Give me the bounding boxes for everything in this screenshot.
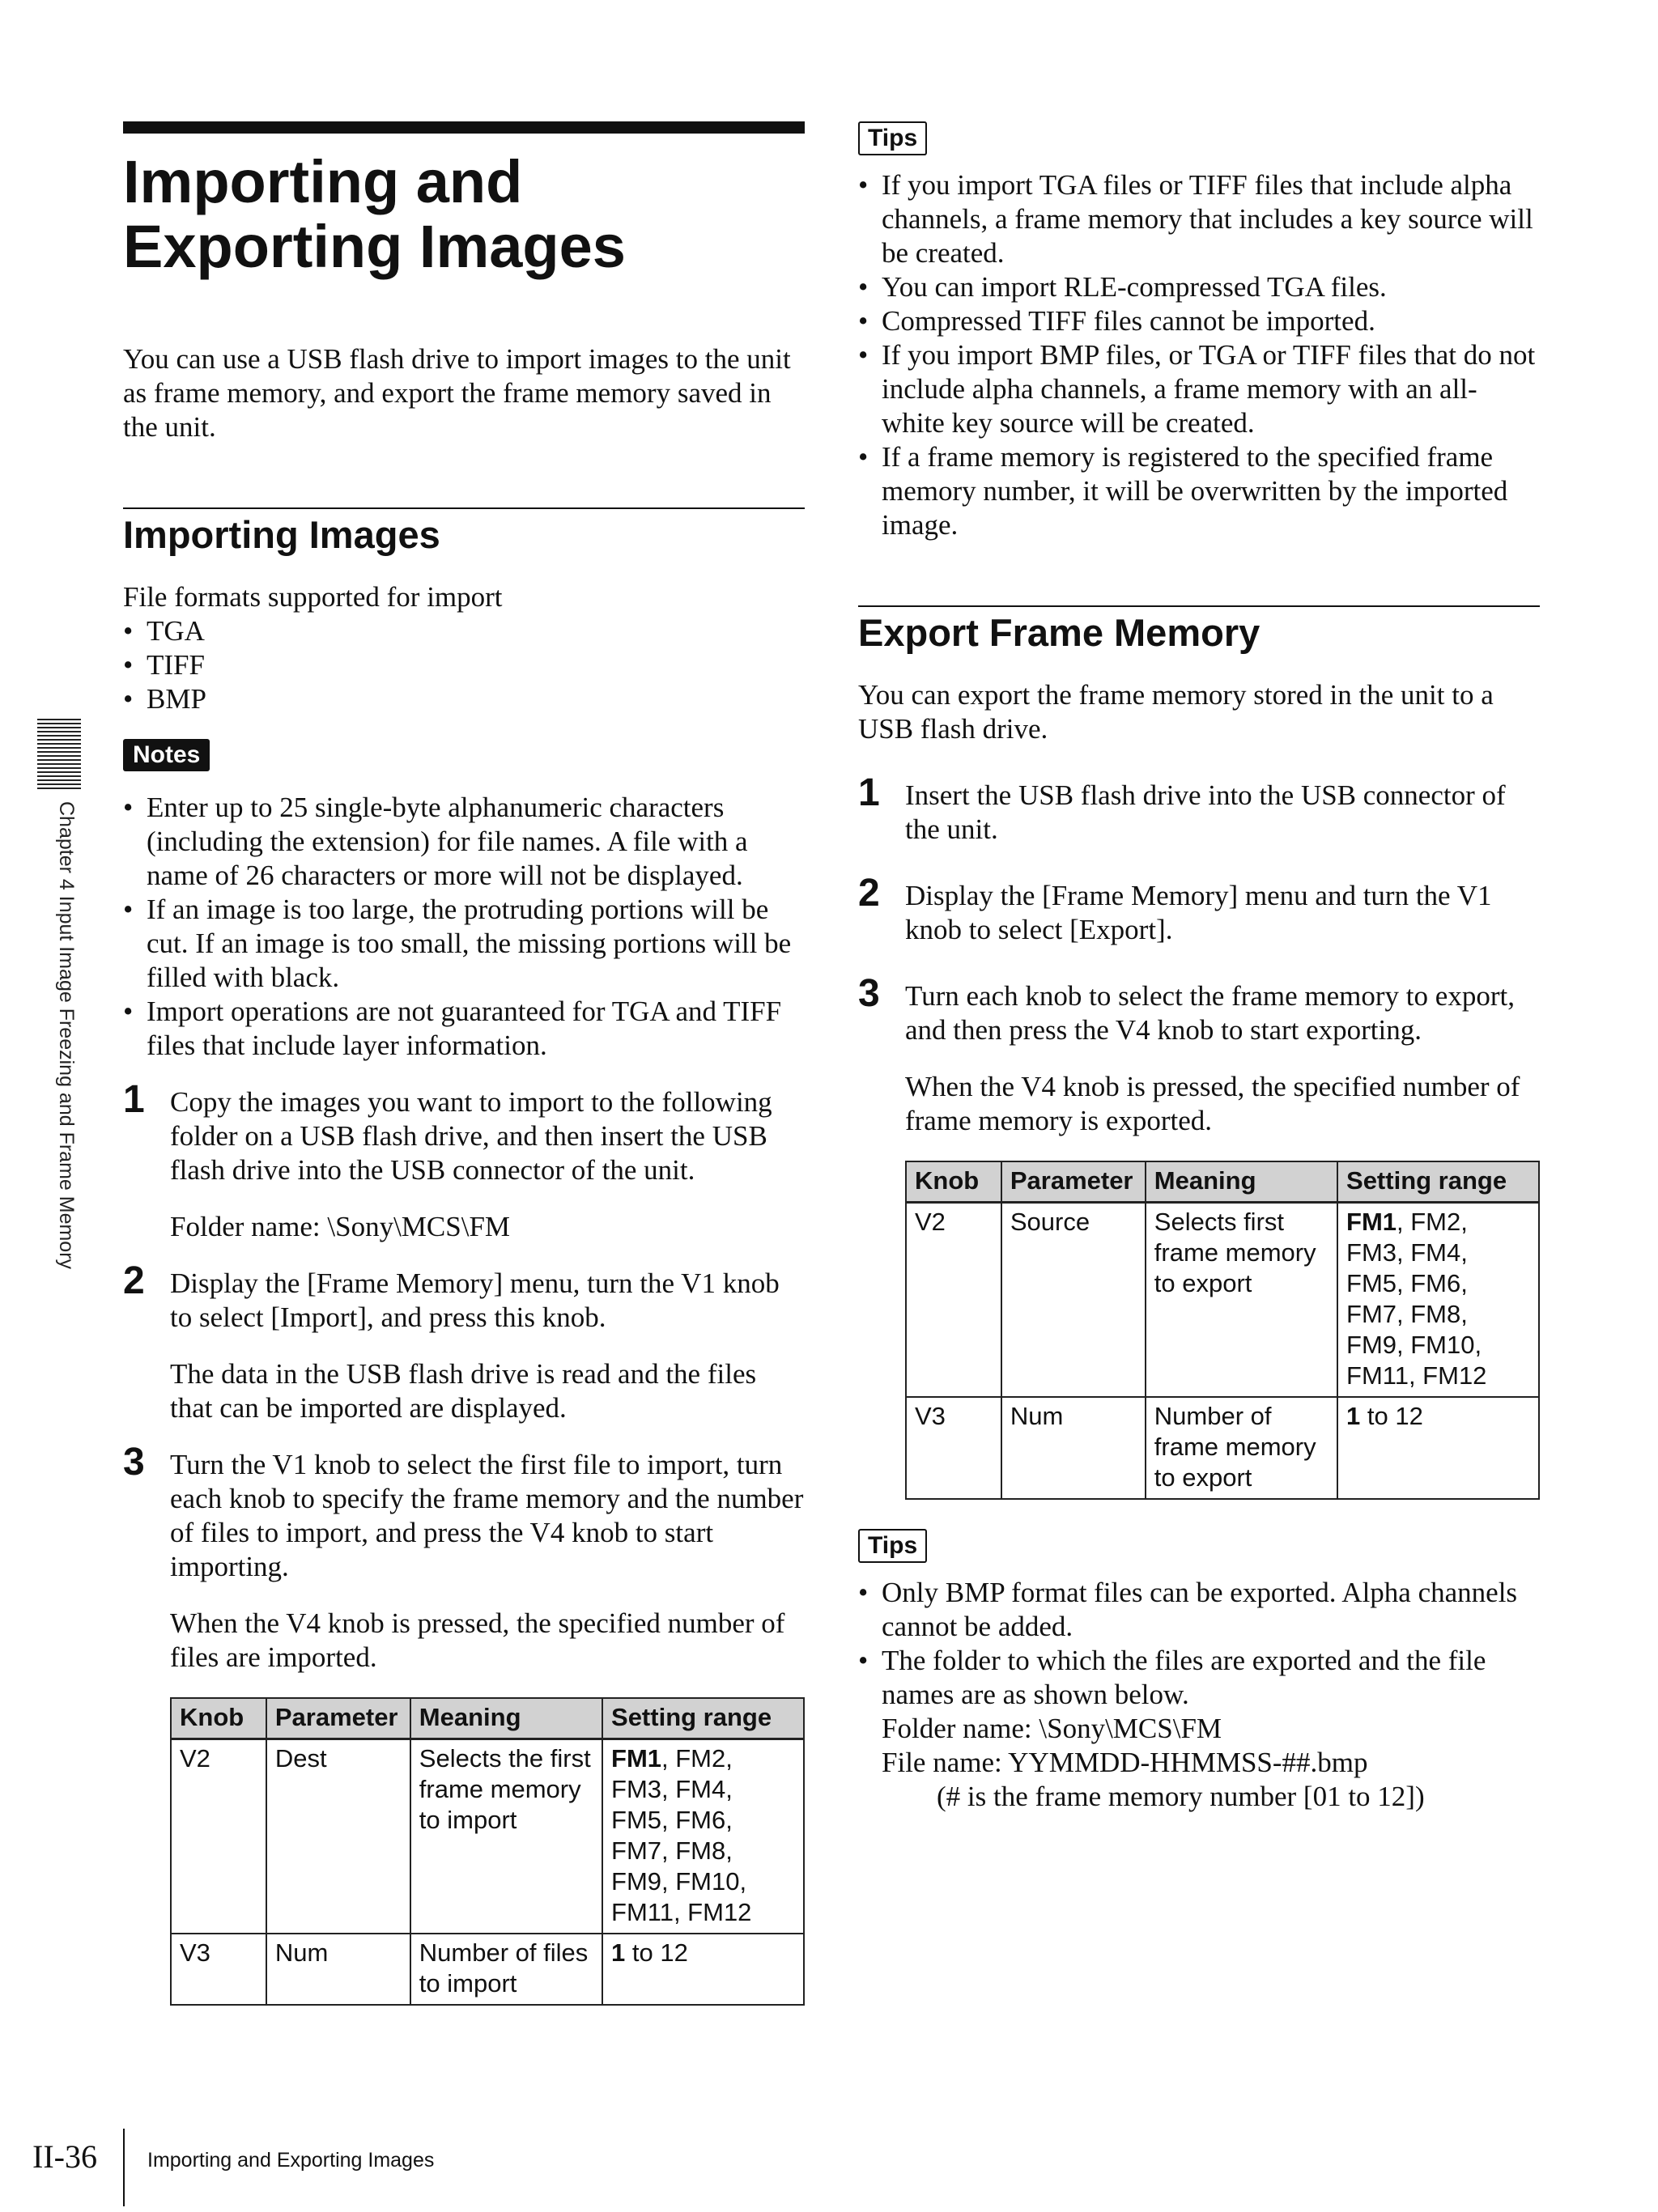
table-cell: Number of files to import — [410, 1934, 602, 2005]
table-header: Knob — [171, 1698, 266, 1739]
table-cell: Num — [266, 1934, 410, 2005]
page-title: Importing and Exporting Images — [123, 148, 626, 280]
list-item: • Only BMP format files can be exported. Alpha channels cannot be added. — [858, 1576, 1540, 1644]
table-row — [906, 1397, 1539, 1499]
step-subtext: The data in the USB flash drive is read and the files that can be imported are displayed. — [170, 1358, 757, 1424]
table-cell: Source — [1001, 1203, 1146, 1398]
section-title-export: Export Frame Memory — [858, 611, 1261, 654]
right-column — [858, 121, 1540, 1814]
table-cell: V3 — [906, 1397, 1001, 1499]
table-header: Setting range — [1337, 1161, 1539, 1203]
table-header: Meaning — [1146, 1161, 1337, 1203]
step-text: Display the [Frame Memory] menu, turn the V1 knob to select [Import], and press this knob. — [170, 1267, 780, 1333]
range-rest: , FM2, FM3, FM4, FM5, FM6, FM7, FM8, FM9, FM10, FM11, FM12 — [611, 1744, 752, 1926]
table-cell: Selects the first frame memory to import — [410, 1739, 602, 1934]
list-item: • TGA — [123, 614, 805, 648]
table-cell: Number of frame memory to export — [1146, 1397, 1337, 1499]
import-step-2 — [123, 1259, 805, 1425]
export-step-3 — [858, 972, 1540, 1138]
table-cell — [1337, 1203, 1539, 1398]
footer-divider — [123, 2129, 125, 2206]
range-default: FM1 — [611, 1744, 662, 1773]
tip-file: File name: YYMMDD-HHMMSS-##.bmp — [882, 1747, 1368, 1778]
table-cell — [602, 1934, 804, 2005]
table-header: Meaning — [410, 1698, 602, 1739]
import-tips-list — [858, 168, 1540, 542]
table-cell: Num — [1001, 1397, 1146, 1499]
table-cell: Dest — [266, 1739, 410, 1934]
list-item: • If you import TGA files or TIFF files that include alpha channels, a frame memory that includes a key source will be created. — [858, 168, 1540, 270]
notes-badge: Notes — [123, 739, 210, 771]
export-tips-list — [858, 1576, 1540, 1814]
formats-list — [123, 614, 805, 716]
tips-badge-export: Tips — [858, 1529, 927, 1563]
export-step-2 — [858, 872, 1540, 947]
list-item: • BMP — [123, 682, 805, 716]
table-row — [171, 1739, 804, 1934]
range-rest: to 12 — [625, 1938, 688, 1967]
import-knob-table — [170, 1697, 805, 2006]
table-cell — [602, 1739, 804, 1934]
step-subtext: When the V4 knob is pressed, the specified number of files are imported. — [170, 1607, 785, 1673]
range-rest: , FM2, FM3, FM4, FM5, FM6, FM7, FM8, FM9, FM10, FM11, FM12 — [1346, 1208, 1487, 1390]
list-item: • You can import RLE-compressed TGA files. — [858, 270, 1540, 304]
range-default: 1 — [611, 1938, 626, 1967]
list-item: • TIFF — [123, 648, 805, 682]
formats-label: File formats supported for import — [123, 581, 503, 613]
section-rule-import — [123, 507, 805, 509]
range-default: 1 — [1346, 1402, 1361, 1430]
table-cell — [1337, 1397, 1539, 1499]
step-number: 3 — [858, 972, 880, 1015]
table-cell: Selects first frame memory to export — [1146, 1203, 1337, 1398]
intro-paragraph: You can use a USB flash drive to import images to the unit as frame memory, and export the frame memory saved in the unit. — [123, 343, 791, 443]
left-column — [123, 121, 805, 2006]
table-row — [171, 1934, 804, 2005]
import-step-1 — [123, 1078, 805, 1244]
notes-list — [123, 791, 805, 1063]
range-rest: to 12 — [1360, 1402, 1423, 1430]
list-item: • Import operations are not guaranteed for TGA and TIFF files that include layer information. — [123, 995, 805, 1063]
import-step-3 — [123, 1441, 805, 1675]
list-item: • If an image is too large, the protruding portions will be cut. If an image is too small, the missing portions will be filled with black. — [123, 893, 805, 995]
chapter-tab-marker — [37, 719, 81, 790]
step-number: 2 — [858, 872, 880, 915]
list-item: • If a frame memory is registered to the specified frame memory number, it will be overwritten by the imported image. — [858, 440, 1540, 542]
tip-hash-note: (# is the frame memory number [01 to 12]) — [937, 1781, 1425, 1812]
table-cell: V2 — [171, 1739, 266, 1934]
step-text: Display the [Frame Memory] menu and turn the V1 knob to select [Export]. — [905, 880, 1492, 945]
table-cell: V3 — [171, 1934, 266, 2005]
section-title-import: Importing Images — [123, 513, 440, 556]
export-intro: You can export the frame memory stored in the unit to a USB flash drive. — [858, 679, 1494, 745]
tips-badge-import: Tips — [858, 121, 927, 155]
list-item: • Enter up to 25 single-byte alphanumeric characters (including the extension) for file names. A file with a name of 26 characters or more will not be displayed. — [123, 791, 805, 893]
chapter-tab-label: Chapter 4 Input Image Freezing and Frame Memory — [55, 801, 78, 1270]
footer-title: Importing and Exporting Images — [147, 2149, 435, 2172]
title-bar — [123, 121, 805, 134]
table-header: Parameter — [1001, 1161, 1146, 1203]
table-header: Knob — [906, 1161, 1001, 1203]
tip-folder: Folder name: \Sony\MCS\FM — [882, 1713, 1222, 1744]
export-step-1 — [858, 771, 1540, 847]
list-item — [858, 1644, 1540, 1814]
step-number: 1 — [123, 1078, 145, 1121]
list-item: • If you import BMP files, or TGA or TIFF files that do not include alpha channels, a frame memory with an all-white key source will be created. — [858, 338, 1540, 440]
range-default: FM1 — [1346, 1208, 1397, 1236]
page-number: II-36 — [32, 2138, 97, 2175]
tip-text: The folder to which the files are exported and the file names are as shown below. — [882, 1645, 1486, 1710]
list-item: • Compressed TIFF files cannot be imported. — [858, 304, 1540, 338]
table-header: Setting range — [602, 1698, 804, 1739]
step-subtext: When the V4 knob is pressed, the specified number of frame memory is exported. — [905, 1071, 1520, 1136]
step-text: Insert the USB flash drive into the USB connector of the unit. — [905, 779, 1506, 845]
table-row — [906, 1203, 1539, 1398]
export-knob-table — [905, 1161, 1540, 1500]
table-cell: V2 — [906, 1203, 1001, 1398]
step-number: 1 — [858, 771, 880, 814]
step-number: 3 — [123, 1441, 145, 1484]
section-rule-export — [858, 605, 1540, 607]
step-subtext: Folder name: \Sony\MCS\FM — [170, 1211, 511, 1242]
step-text: Turn each knob to select the frame memory to export, and then press the V4 knob to start exporting. — [905, 980, 1515, 1046]
step-number: 2 — [123, 1259, 145, 1302]
table-header: Parameter — [266, 1698, 410, 1739]
step-text: Copy the images you want to import to the following folder on a USB flash drive, and then insert the USB flash drive into the USB connector of the unit. — [170, 1086, 772, 1186]
step-text: Turn the V1 knob to select the first file to import, turn each knob to specify the frame memory and the number of files to import, and press the V4 knob to start importing. — [170, 1449, 804, 1582]
